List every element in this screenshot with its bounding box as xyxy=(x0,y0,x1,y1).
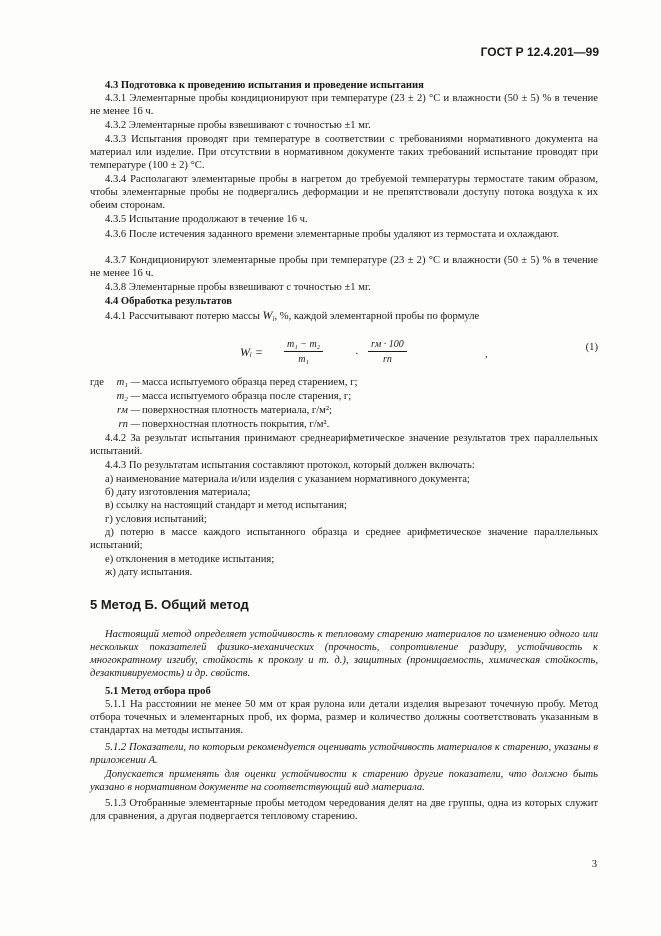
formula-1 xyxy=(240,336,598,370)
paragraph-4-3-8: 4.3.8 Элементарные пробы взвешивают с точностью ±1 мг. xyxy=(105,282,371,293)
list-item-v: в) ссылку на настоящий стандарт и метод испытания; xyxy=(105,500,348,511)
list-item-d: д) потерю в массе каждого испытанного образца и среднее арифметическое значение параллельных испытаний; xyxy=(90,527,598,552)
list-item-zh: ж) дату испытания. xyxy=(105,567,193,578)
list-item-b: б) дату изготовления материала; xyxy=(105,487,251,498)
list-item-e: е) отклонения в методике испытания; xyxy=(105,554,275,565)
paragraph-5-1-3: 5.1.3 Отобранные элементарные пробы методом чередования делят на две группы, одна из которых служит для сравнения, а другая подвергается тепловому старению. xyxy=(90,798,598,823)
formula-fraction-mass: $\frac{\text{m₁ − m₂}}{\text{m₁}}$ xyxy=(284,338,323,366)
page-number: 3 xyxy=(591,859,597,870)
paragraph-5-1-2-note: Допускается применять для оценки устойчивости к старению другие показатели, что должно быть указано в нормативном документе на соответствующий вид материала. xyxy=(90,769,598,794)
paragraph-4-4-2: 4.4.2 За результат испытания принимают среднеарифметическое значение результатов трех параллельных испытаний. xyxy=(90,433,598,458)
document-header: ГОСТ Р 12.4.201—99 xyxy=(480,45,599,59)
section-5-title: 5 Метод Б. Общий метод xyxy=(90,597,249,612)
paragraph-4-3-2: 4.3.2 Элементарные пробы взвешивают с точностью ±1 мг. xyxy=(105,120,371,131)
formula-fraction-density: rм · 100 rп xyxy=(368,338,407,366)
formula-lhs: Wᵢ = xyxy=(240,345,263,359)
section-4-4-title: 4.4 Обработка результатов xyxy=(105,296,232,307)
formula-number: (1) xyxy=(585,342,598,353)
paragraph-5-1-2: 5.1.2 Показатели, по которым рекомендуется оценивать устойчивость материалов к старению, указаны в приложении А. xyxy=(90,742,598,767)
section-5-intro: Настоящий метод определяет устойчивость к тепловому старению материалов по изменению одного или нескольких показателей физико-механических (прочность, сопротивление раздиру, устойчивость к многократному изгибу, стойкость к проколу и т. д.), защитных (проницаемость, химическая стойкость, дезактивируемость) и др. свойств. xyxy=(90,629,598,680)
paragraph-4-3-1: 4.3.1 Элементарные пробы кондиционируют при температуре (23 ± 2) °С и влажности (50 ± 5) % в течение не менее 16 ч. xyxy=(90,93,598,118)
paragraph-5-1-1: 5.1.1 На расстоянии не менее 50 мм от края рулона или детали изделия вырезают точечную пробу. Метод отбора точечных и элементарных проб, их форма, размер и количество должны соответствовать указанным в стандартах на методы испытания. xyxy=(90,699,598,737)
formula-multiply: · xyxy=(355,349,359,360)
section-5-1-title: 5.1 Метод отбора проб xyxy=(105,686,211,697)
paragraph-4-3-5: 4.3.5 Испытание продолжают в течение 16 ч. xyxy=(105,214,308,225)
paragraph-4-3-7: 4.3.7 Кондиционируют элементарные пробы при температуре (23 ± 2) °С и влажности (50 ± 5) % в течение не менее 16 ч. xyxy=(90,255,598,280)
paragraph-4-3-3: 4.3.3 Испытания проводят при температуре в соответствии с требованиями нормативного документа на материал или изделие. При отсутствии в нормативном документе таких требований испытание проводят при температуре (100 ± 2) °С. xyxy=(90,134,598,172)
list-item-a: а) наименование материала и/или изделия с указанием нормативного документа; xyxy=(105,474,470,485)
formula-comma: , xyxy=(485,349,488,360)
list-item-g: г) условия испытаний; xyxy=(105,514,207,525)
section-4-3-title: 4.3 Подготовка к проведению испытания и проведение испытания xyxy=(105,80,424,91)
paragraph-4-3-6: 4.3.6 После истечения заданного времени элементарные пробы удаляют из термостата и охлаждают. xyxy=(105,229,560,240)
paragraph-4-4-1: 4.4.1 Рассчитывают потерю массы $W_i$, %, каждой элементарной пробы по формуле xyxy=(105,308,480,323)
paragraph-4-4-3: 4.4.3 По результатам испытания составляют протокол, который должен включать: xyxy=(105,460,475,471)
paragraph-4-3-4: 4.3.4 Располагают элементарные пробы в нагретом до требуемой температуры термостате таким образом, чтобы элементарные пробы не подвергались деформации и не препятствовали доступу потока воздуха к их обеим сторонам. xyxy=(90,174,598,212)
